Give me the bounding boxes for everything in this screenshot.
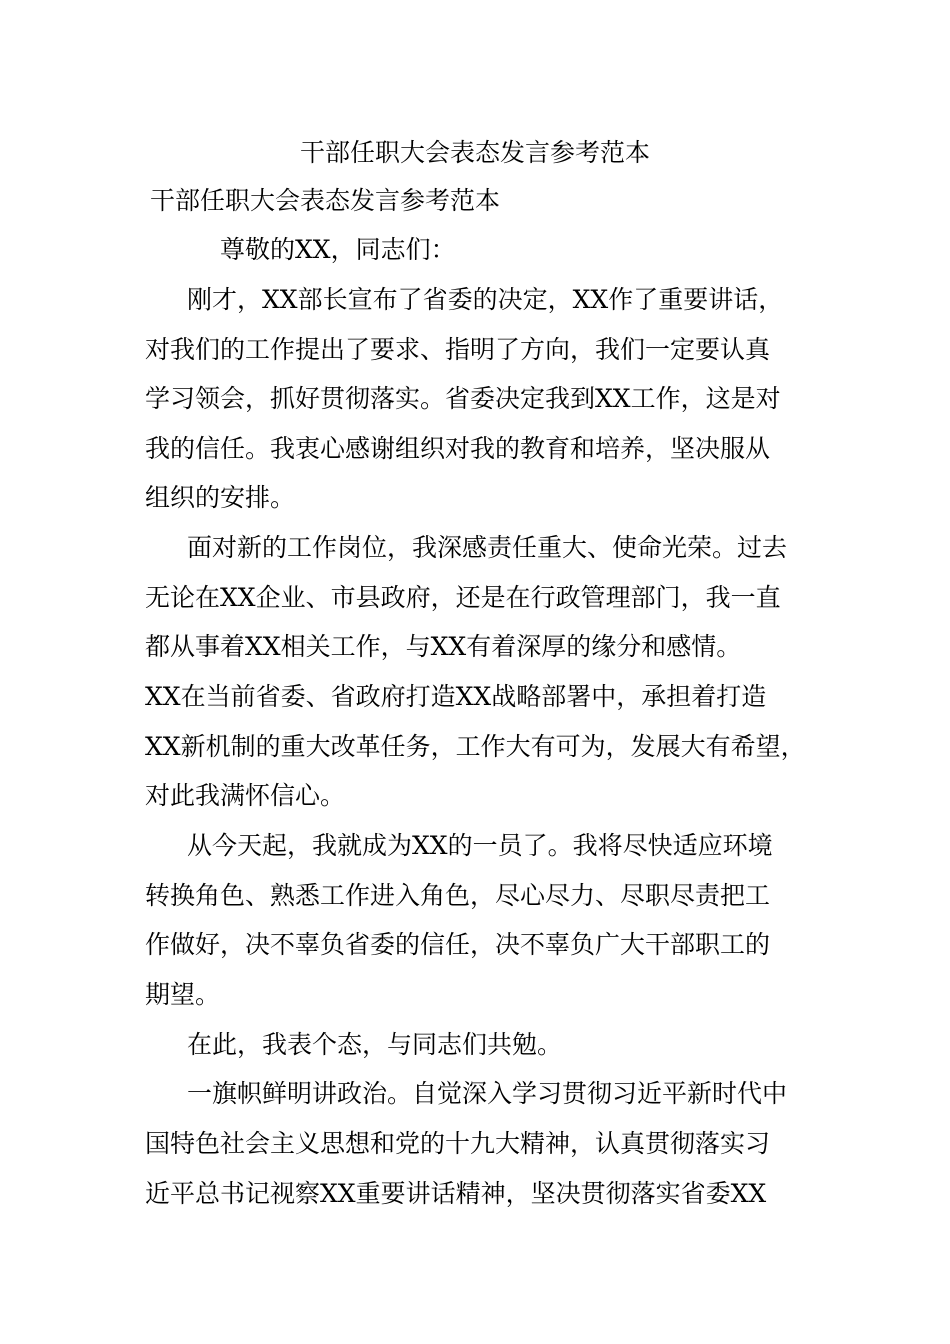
body-line: 近平总书记视察XX重要讲话精神，坚决贯彻落实省委XX	[145, 1179, 767, 1208]
body-line: 作做好，决不辜负省委的信任，决不辜负广大干部职工的	[145, 930, 771, 959]
body-line: 从今天起，我就成为XX的一员了。我将尽快适应环境	[187, 831, 773, 860]
body-line: 面对新的工作岗位，我深感责任重大、使命光荣。过去	[187, 533, 788, 562]
body-line: 都从事着XX相关工作，与XX有着深厚的缘分和感情。	[145, 632, 742, 661]
body-line: 刚才，XX部长宣布了省委的决定，XX作了重要讲话，	[187, 285, 784, 314]
body-line: 转换角色、熟悉工作进入角色，尽心尽力、尽职尽责把工	[145, 881, 771, 910]
body-line: 对我们的工作提出了要求、指明了方向，我们一定要认真	[145, 335, 771, 364]
body-line: 一旗帜鲜明讲政治。自觉深入学习贯彻习近平新时代中	[187, 1079, 788, 1108]
body-line: XX新机制的重大改革任务，工作大有可为，发展大有希望，	[145, 732, 806, 761]
body-line: XX在当前省委、省政府打造XX战略部署中，承担着打造	[145, 682, 767, 711]
body-line: 学习领会，抓好贯彻落实。省委决定我到XX工作，这是对	[145, 384, 781, 413]
body-line: 在此，我表个态，与同志们共勉。	[187, 1030, 563, 1059]
body-line: 我的信任。我衷心感谢组织对我的教育和培养，坚决服从	[145, 434, 771, 463]
body-line: 组织的安排。	[145, 483, 296, 512]
body-line: 国特色社会主义思想和党的十九大精神，认真贯彻落实习	[145, 1129, 771, 1158]
greeting-line: 尊敬的XX，同志们：	[220, 235, 456, 264]
document-subtitle: 干部任职大会表态发言参考范本	[150, 186, 501, 215]
body-line: 期望。	[145, 980, 221, 1009]
document-title: 干部任职大会表态发言参考范本	[299, 138, 650, 167]
body-line: 无论在XX企业、市县政府，还是在行政管理部门，我一直	[145, 583, 781, 612]
body-line: 对此我满怀信心。	[145, 781, 346, 810]
